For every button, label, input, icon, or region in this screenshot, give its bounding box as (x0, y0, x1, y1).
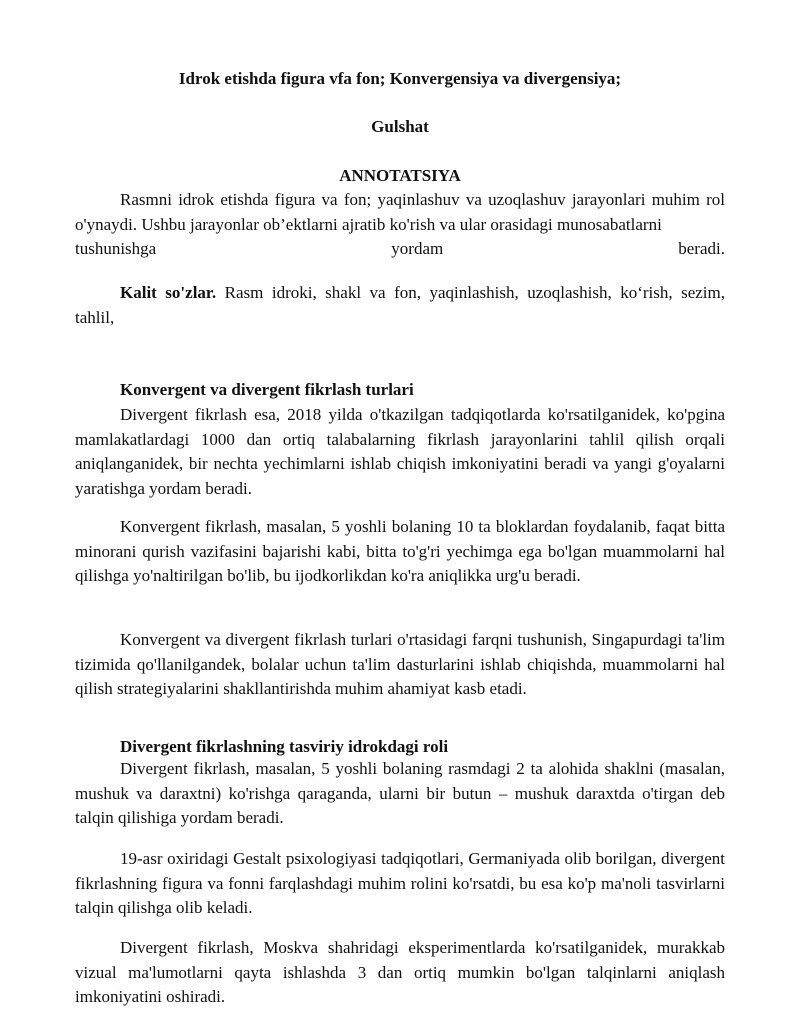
abstract-paragraph: Rasmni idrok etishda figura va fon; yaqinlashuv va uzoqlashuv jarayonlari muhim rol o'ynaydi. Ushbu jarayonlar ob’ektlarni ajratib ko'rish va ular orasidagi munosabatlarni (75, 190, 725, 234)
document-title: Idrok etishda figura vfa fon; Konvergensiya va divergensiya; (178, 69, 622, 88)
section1-paragraph: Konvergent fikrlash, masalan, 5 yoshli bolaning 10 ta bloklardan foydalanib, faqat bitta minorani qurish vazifasini bajarishi kabi, bitta to'g'ri yechimga ega bo'lgan muammolarni hal qilishga yo'naltirilgan bo'lib, bu ijodkorlikdan ko'ra aniqlikka urg'u beradi. (75, 517, 725, 585)
keywords-text: Rasm idroki, shakl va fon, yaqinlashish, uzoqlashish, ko‘rish, sezim, tahlil, (75, 283, 725, 327)
section2-paragraph: Divergent fikrlash, Moskva shahridagi eksperimentlarda ko'rsatilganidek, murakkab vizual ma'lumotlarni qayta ishlashda 3 dan ortiq mumkin bo'lgan talqinlarni aniqlash imkoniyatini oshiradi. (75, 938, 725, 1006)
section-heading-convergent-divergent: Konvergent va divergent fikrlash turlari (120, 380, 414, 399)
section2-paragraph: 19-asr oxiridagi Gestalt psixologiyasi tadqiqotlari, Germaniyada olib borilgan, divergent fikrlashning figura va fonni farqlashdagi muhim rolini ko'rsatdi, bu esa ko'p ma'noli tasvirlarni talqin qilishga olib keladi. (75, 849, 725, 917)
section1-paragraph: Konvergent va divergent fikrlash turlari o'rtasidagi farqni tushunish, Singapurdagi ta'lim tizimida qo'llanilgandek, bolalar uchun ta'lim dasturlarini ishlab chiqishda, muammolarni hal qilish strategiyalarini shakllantirishda muhim ahamiyat kasb etadi. (75, 630, 725, 698)
abstract-word: tushunishga (75, 239, 157, 258)
keywords-label: Kalit so'zlar. (120, 283, 217, 302)
author-name: Gulshat (371, 117, 429, 136)
abstract-last-line (75, 237, 725, 262)
abstract-word: beradi. (678, 239, 725, 258)
abstract-heading: ANNOTATSIYA (339, 166, 461, 185)
section-heading-divergent-role: Divergent fikrlashning tasviriy idrokdagi roli (120, 737, 449, 756)
keywords-paragraph (75, 281, 725, 330)
section1-paragraph: Divergent fikrlash esa, 2018 yilda o'tkazilgan tadqiqotlarda ko'rsatilganidek, ko'pgina mamlakatlardagi 1000 dan ortiq talabalarning fikrlash jarayonlarini tahlil qilish orqali aniqlanganidek, bir nechta yechimlarni ishlab chiqish imkoniyatini beradi va yangi g'oyalarni yaratishga yordam beradi. (75, 405, 725, 498)
abstract-word: yordam (391, 239, 444, 258)
section2-paragraph: Divergent fikrlash, masalan, 5 yoshli bolaning rasmdagi 2 ta alohida shaklni (masalan, mushuk va daraxtni) ko'rishga qaraganda, ularni bir butun – mushuk daraxtda o'tirgan deb talqin qilishiga yordam beradi. (75, 759, 725, 827)
